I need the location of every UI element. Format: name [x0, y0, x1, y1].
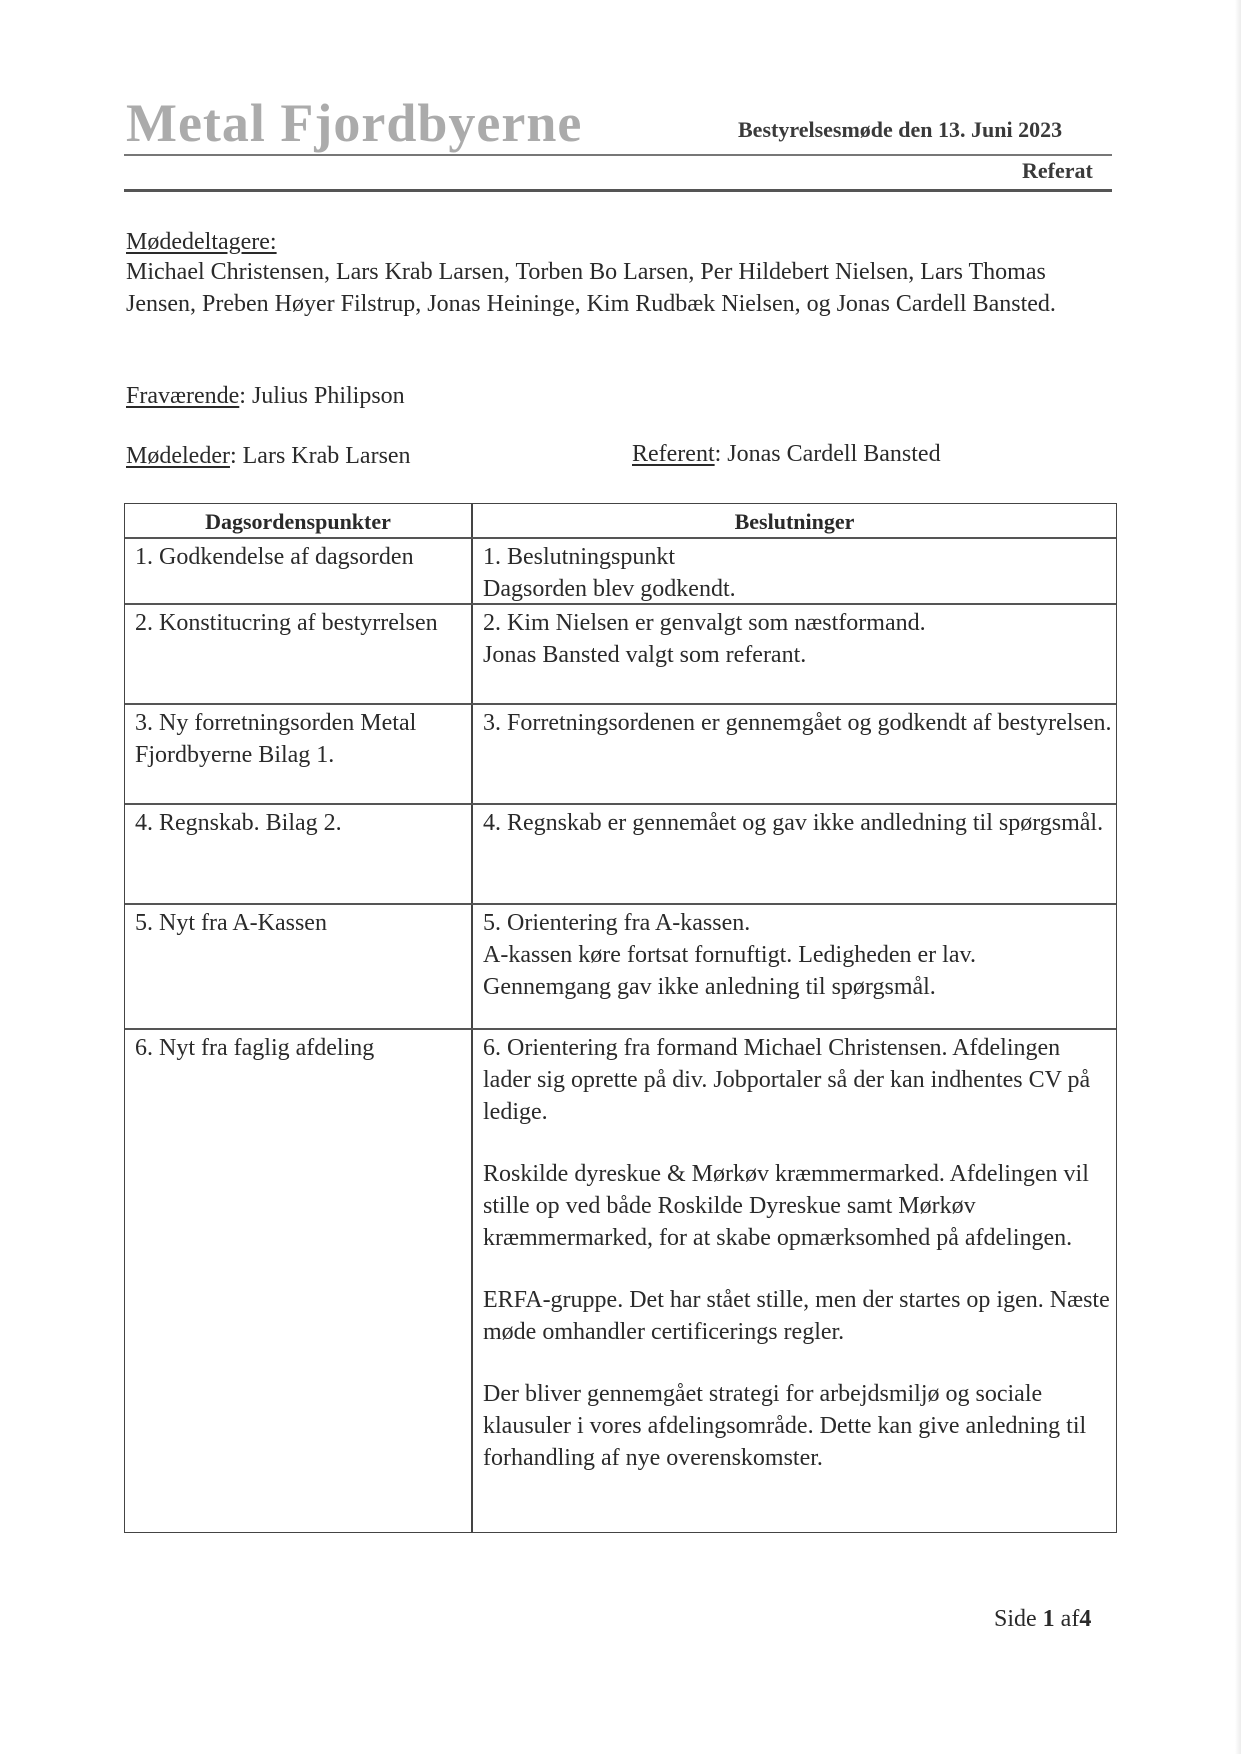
agenda-item-5: 5. Nyt fra A-Kassen: [135, 910, 327, 936]
page-prefix: Side: [994, 1606, 1037, 1632]
table-header-agenda: Dagsordenspunkter: [205, 509, 391, 534]
table-row-divider: [125, 803, 1116, 805]
document-type: Referat: [1022, 158, 1093, 183]
decision-item-2: [483, 607, 1113, 671]
decision-line: A-kassen køre fortsat fornuftigt. Ledigheden er lav.: [483, 942, 976, 968]
meeting-date: Bestyrelsesmøde den 13. Juni 2023: [738, 117, 1063, 142]
decision-item-5: [483, 907, 1113, 1003]
chair-line: [126, 440, 411, 472]
agenda-item-4: 4. Regnskab. Bilag 2.: [135, 810, 342, 836]
agenda-item-2: 2. Konstitucring af bestyrrelsen: [135, 610, 438, 636]
page-number: [994, 1606, 1091, 1633]
decision-line: 4. Regnskab er gennemået og gav ikke andledning til spørgsmål.: [483, 810, 1104, 836]
decision-line: Gennemgang gav ikke anledning til spørgsmål.: [483, 974, 936, 1000]
paragraph-gap: [483, 1128, 1113, 1158]
minutes-taker-name: : Jonas Cardell Bansted: [714, 441, 941, 467]
page-sep: af: [1060, 1606, 1080, 1632]
page-total: 4: [1079, 1606, 1092, 1632]
header-rule-top: [124, 154, 1112, 156]
decision-paragraph: 6. Orientering fra formand Michael Christensen. Afdelingen lader sig oprette på div. Jobportaler så der kan indhentes CV på ledige.: [483, 1035, 1091, 1125]
agenda-item-3: 3. Ny forretningsorden Metal Fjordbyerne Bilag 1.: [135, 710, 417, 768]
table-row-divider: [125, 537, 1116, 539]
decision-paragraph: Der bliver gennemgået strategi for arbejdsmiljø og sociale klausuler i vores afdelingsområde. Dette kan give anledning til forhandling af nye overenskomster.: [483, 1381, 1087, 1471]
absent-names: : Julius Philipson: [239, 383, 405, 409]
attendees-label: Mødedeltagere:: [126, 229, 277, 255]
page-current: 1: [1042, 1606, 1055, 1632]
absent-line: [126, 380, 405, 412]
decision-line: 3. Forretningsordenen er gennemgået og godkendt af bestyrelsen.: [483, 710, 1112, 736]
paragraph-gap: [483, 1254, 1113, 1284]
table-row-divider: [125, 703, 1116, 705]
minutes-taker-line: [632, 438, 941, 470]
decision-paragraph: ERFA-gruppe. Det har stået stille, men der startes op igen. Næste møde omhandler certificerings regler.: [483, 1287, 1110, 1345]
chair-name: : Lars Krab Larsen: [229, 443, 411, 469]
decision-paragraph: Roskilde dyreskue & Mørkøv kræmmermarked. Afdelingen vil stille op ved både Roskilde Dyreskue samt Mørkøv kræmmermarked, for at skabe opmærksomhed på afdelingen.: [483, 1161, 1089, 1251]
chair-label: Mødeleder: [126, 443, 230, 469]
absent-label: Fraværende: [126, 383, 240, 409]
decision-line: 1. Beslutningspunkt: [483, 544, 676, 570]
header-rule-bottom: [124, 189, 1112, 192]
minutes-taker-label: Referent: [632, 441, 715, 467]
table-row-divider: [125, 903, 1116, 905]
agenda-table: [124, 503, 1117, 1533]
table-header-decisions: Beslutninger: [734, 509, 855, 534]
agenda-item-1: 1. Godkendelse af dagsorden: [135, 544, 414, 570]
attendees-names: Michael Christensen, Lars Krab Larsen, Torben Bo Larsen, Per Hildebert Nielsen, Lars Thomas Jensen, Preben Høyer Filstrup, Jonas Heininge, Kim Rudbæk Nielsen, og Jonas Cardell Bansted.: [126, 259, 1056, 317]
decision-line: Jonas Bansted valgt som referant.: [483, 642, 807, 668]
org-title: Metal Fjordbyerne: [126, 93, 583, 153]
decision-item-1: [483, 541, 1113, 605]
decision-line: Dagsorden blev godkendt.: [483, 576, 736, 602]
paragraph-gap: [483, 1348, 1113, 1378]
decision-item-3: [483, 707, 1113, 739]
table-column-divider: [471, 504, 473, 1532]
agenda-item-6: 6. Nyt fra faglig afdeling: [135, 1035, 375, 1061]
table-row-divider: [125, 1028, 1116, 1030]
decision-item-4: [483, 807, 1113, 839]
decision-line: 5. Orientering fra A-kassen.: [483, 910, 751, 936]
decision-item-6: [483, 1032, 1113, 1474]
scan-edge: [1235, 0, 1241, 1754]
decision-line: 2. Kim Nielsen er genvalgt som næstformand.: [483, 610, 926, 636]
